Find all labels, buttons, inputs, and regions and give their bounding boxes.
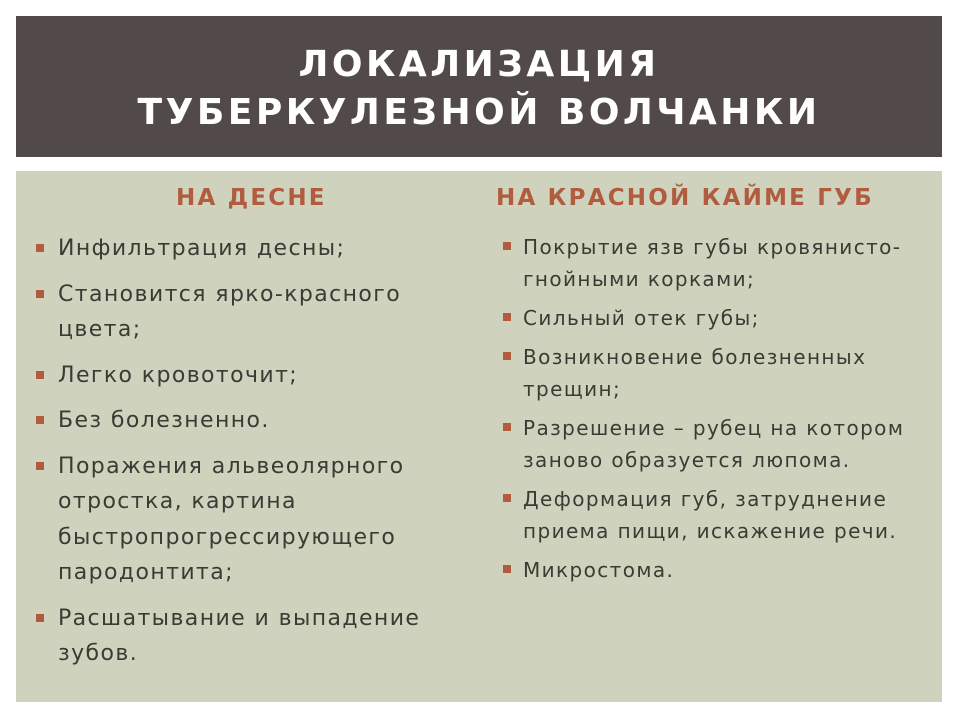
square-bullet-icon [503,242,511,250]
title-bar [16,16,942,157]
list-item-text: Становится ярко-красного цвета; [58,281,402,342]
list-item-text: Деформация губ, затруднение приема пищи, искажение речи. [523,487,898,543]
list-item [36,231,466,267]
list-item-text: Сильный отек губы; [523,306,760,330]
square-bullet-icon [503,423,511,431]
square-bullet-icon [503,313,511,321]
list-item [36,403,466,439]
right-column-heading: НА КРАСНОЙ КАЙМЕ ГУБ [496,185,874,211]
square-bullet-icon [503,494,511,502]
right-bullet-list [503,231,933,593]
list-item-text: Разрешение – рубец на котором заново образуется люпома. [523,416,905,472]
square-bullet-icon [36,614,44,622]
content-panel [16,171,942,702]
list-item-text: Возникновение болезненных трещин; [523,345,867,401]
list-item [503,302,933,334]
list-item [503,554,933,586]
list-item-text: Поражения альвеолярного отростка, картина быстропрогрессирующего пародонтита; [58,453,405,585]
list-item-text: Без болезненно. [58,408,270,433]
list-item [36,277,466,348]
list-item [503,483,933,547]
left-bullet-list [36,231,466,682]
list-item [36,601,466,672]
list-item [36,449,466,591]
square-bullet-icon [36,371,44,379]
list-item-text: Покрытие язв губы кровянисто-гнойными корками; [523,235,902,291]
square-bullet-icon [36,462,44,470]
list-item [36,358,466,394]
list-item [503,341,933,405]
list-item-text: Микростома. [523,558,675,582]
square-bullet-icon [503,565,511,573]
list-item-text: Легко кровоточит; [58,362,299,388]
slide-title: ЛОКАЛИЗАЦИЯ ТУБЕРКУЛЕЗНОЙ ВОЛЧАНКИ [137,43,821,133]
list-item [503,231,933,295]
list-item-text: Расшатывание и выпадение зубов. [58,605,421,666]
square-bullet-icon [36,416,44,424]
square-bullet-icon [503,352,511,360]
square-bullet-icon [36,290,44,298]
square-bullet-icon [36,244,44,252]
left-column-heading: НА ДЕСНЕ [176,185,327,211]
list-item-text: Инфильтрация десны; [58,236,346,261]
list-item [503,412,933,476]
